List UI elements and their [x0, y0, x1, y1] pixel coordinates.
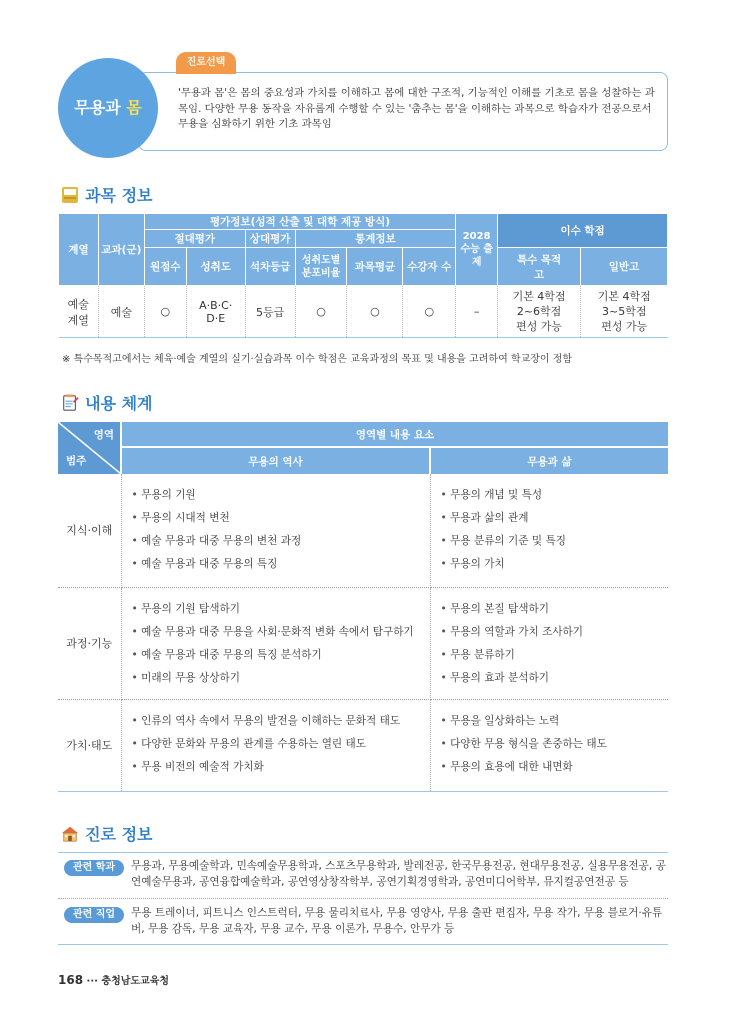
- list-item: • 무용 비전의 예술적 가치화: [132, 756, 430, 779]
- th-rank-grade: 석차등급: [245, 248, 295, 286]
- page-number: 168: [58, 973, 84, 987]
- th-credits: 이수 학점: [498, 214, 668, 248]
- list-item: • 무용의 역할과 가치 조사하기: [441, 621, 669, 644]
- th-num-students: 수강자 수: [403, 248, 456, 286]
- list-item: • 무용의 시대적 변천: [132, 507, 430, 530]
- list-item: • 무용의 효용에 대한 내면화: [441, 756, 669, 779]
- subject-title-part2: 몸: [126, 98, 142, 117]
- clipboard-icon: [60, 394, 80, 412]
- th-content-elements: 영역별 내용 요소: [121, 422, 668, 447]
- content-system-table: [58, 422, 668, 792]
- publisher: ··· 충청남도교육청: [86, 976, 170, 987]
- list-item: • 예술 무용과 대중 무용의 특징 분석하기: [132, 644, 430, 667]
- list-item: • 다양한 문화와 무용의 관계를 수용하는 열린 태도: [132, 733, 430, 756]
- th-achievement-dist: 성취도별 분포비율: [295, 248, 347, 286]
- list-item: • 무용의 본질 탐색하기: [441, 598, 669, 621]
- cell-rank-grade: 5등급: [245, 286, 295, 338]
- list-item: • 예술 무용과 대중 무용을 사회·문화적 변화 속에서 탐구하기: [132, 621, 430, 644]
- career-info-heading: [60, 822, 153, 845]
- content-system-title: 내용 체계: [85, 394, 153, 413]
- subject-info-title: 과목 정보: [85, 186, 153, 205]
- content-row: [58, 587, 668, 699]
- category-knowledge: 지식·이해: [58, 474, 121, 587]
- cell-achievement: A·B·C· D·E: [186, 286, 245, 338]
- list-item: • 무용 분류하기: [441, 644, 669, 667]
- content-row: [58, 699, 668, 791]
- list-item: • 무용의 기원: [132, 484, 430, 507]
- cell-subject-group: 예술: [98, 286, 144, 338]
- cell-raw-score: ○: [144, 286, 186, 338]
- category-value: 가치·태도: [58, 699, 121, 791]
- career-select-tag: 진로선택: [176, 52, 236, 74]
- th-absolute: 절대평가: [144, 230, 245, 248]
- th-special: 특수 목적고: [498, 248, 581, 286]
- list-item: • 무용을 일상화하는 노력: [441, 710, 669, 733]
- cell-general: 기본 4학점 3~5학점 편성 가능: [581, 286, 668, 338]
- category-process: 과정·기능: [58, 587, 121, 699]
- subject-title-circle: [58, 58, 158, 158]
- th-subject-avg: 과목평균: [347, 248, 403, 286]
- cell-achievement-dist: ○: [295, 286, 347, 338]
- cell-special: 기본 4학점 2~6학점 편성 가능: [498, 286, 581, 338]
- th-subject-group: 교과(군): [98, 214, 144, 286]
- list-item: • 예술 무용과 대중 무용의 변천 과정: [132, 530, 430, 553]
- related-job-text: 무용 트레이너, 피트니스 인스트럭터, 무용 물리치료사, 무용 영양사, 무용 출판 편집자, 무용 작가, 무용 블로거·유튜버, 무용 감독, 무용 교육자, 무용 교수, 무용 이론가, 무용수, 안무가 등: [131, 907, 663, 935]
- list-item: • 인류의 역사 속에서 무용의 발전을 이해하는 문화적 태도: [132, 710, 430, 733]
- list-item: • 무용의 기원 탐색하기: [132, 598, 430, 621]
- cell-csat: –: [456, 286, 498, 338]
- cell-num-students: ○: [403, 286, 456, 338]
- th-category: 범주: [58, 447, 121, 474]
- th-relative: 상대평가: [245, 230, 295, 248]
- list-item: • 무용의 가치: [441, 553, 669, 576]
- divider: [58, 898, 668, 899]
- related-job-badge: 관련 직업: [64, 907, 124, 923]
- content-system-heading: [60, 391, 153, 414]
- divider: [58, 944, 668, 945]
- list-item: • 무용과 삶의 관계: [441, 507, 669, 530]
- subject-info-table: [58, 213, 668, 338]
- related-dept-text: 무용과, 무용예술학과, 민속예술무용학과, 스포츠무용학과, 발레전공, 한국무용전공, 현대무용전공, 실용무용전공, 공연예술무용과, 공연융합예술학과, 공연영상창작학부, 공연기획경영학과, 공연미디어학부, 뮤지컬공연전공 등: [131, 860, 666, 888]
- th-csat: 2028 수능 출제: [456, 214, 498, 286]
- divider: [58, 852, 668, 853]
- cell-subject-avg: ○: [347, 286, 403, 338]
- th-track: 계열: [59, 214, 99, 286]
- list-item: • 다양한 무용 형식을 존중하는 태도: [441, 733, 669, 756]
- th-area: 영역: [58, 422, 121, 447]
- list-item: • 미래의 무용 상상하기: [132, 667, 430, 690]
- th-achievement: 성취도: [186, 248, 245, 286]
- subject-info-heading: [60, 183, 153, 206]
- th-col-life: 무용과 삶: [430, 447, 668, 474]
- page-footer: [58, 972, 169, 987]
- subject-info-note: ※ 특수목적고에서는 체육·예술 계열의 실기·실습과목 이수 학점은 교육과정의 목표 및 내용을 고려하여 학교장이 정함: [62, 354, 573, 365]
- list-item: • 무용의 개념 및 특성: [441, 484, 669, 507]
- th-raw-score: 원점수: [144, 248, 186, 286]
- career-info-title: 진로 정보: [85, 825, 153, 844]
- list-item: • 예술 무용과 대중 무용의 특징: [132, 553, 430, 576]
- th-statistics: 통계정보: [295, 230, 456, 248]
- th-general: 일반고: [581, 248, 668, 286]
- list-item: • 무용의 효과 분석하기: [441, 667, 669, 690]
- school-icon: [60, 825, 80, 843]
- book-icon: [60, 186, 80, 204]
- list-item: • 무용 분류의 기준 및 특징: [441, 530, 669, 553]
- subject-description: '무용과 몸'은 몸의 중요성과 가치를 이해하고 몸에 대한 구조적, 기능적인 이해를 기초로 몸을 성찰하는 과목임. 다양한 무용 동작을 자유롭게 수행할 수 있는 '춤추는 몸'을 이해하는 과목으로 학습자가 전공으로서 무용을 심화하기 위한 기초 과목임: [178, 87, 655, 130]
- content-row: [58, 474, 668, 587]
- related-dept-badge: 관련 학과: [64, 860, 124, 876]
- header-diagonal-line: [58, 422, 121, 474]
- subject-title-part1: 무용과: [74, 98, 121, 117]
- th-evaluation: 평가정보(성적 산출 및 대학 제공 방식): [144, 214, 455, 230]
- th-col-history: 무용의 역사: [121, 447, 430, 474]
- cell-track: 예술 계열: [59, 286, 99, 338]
